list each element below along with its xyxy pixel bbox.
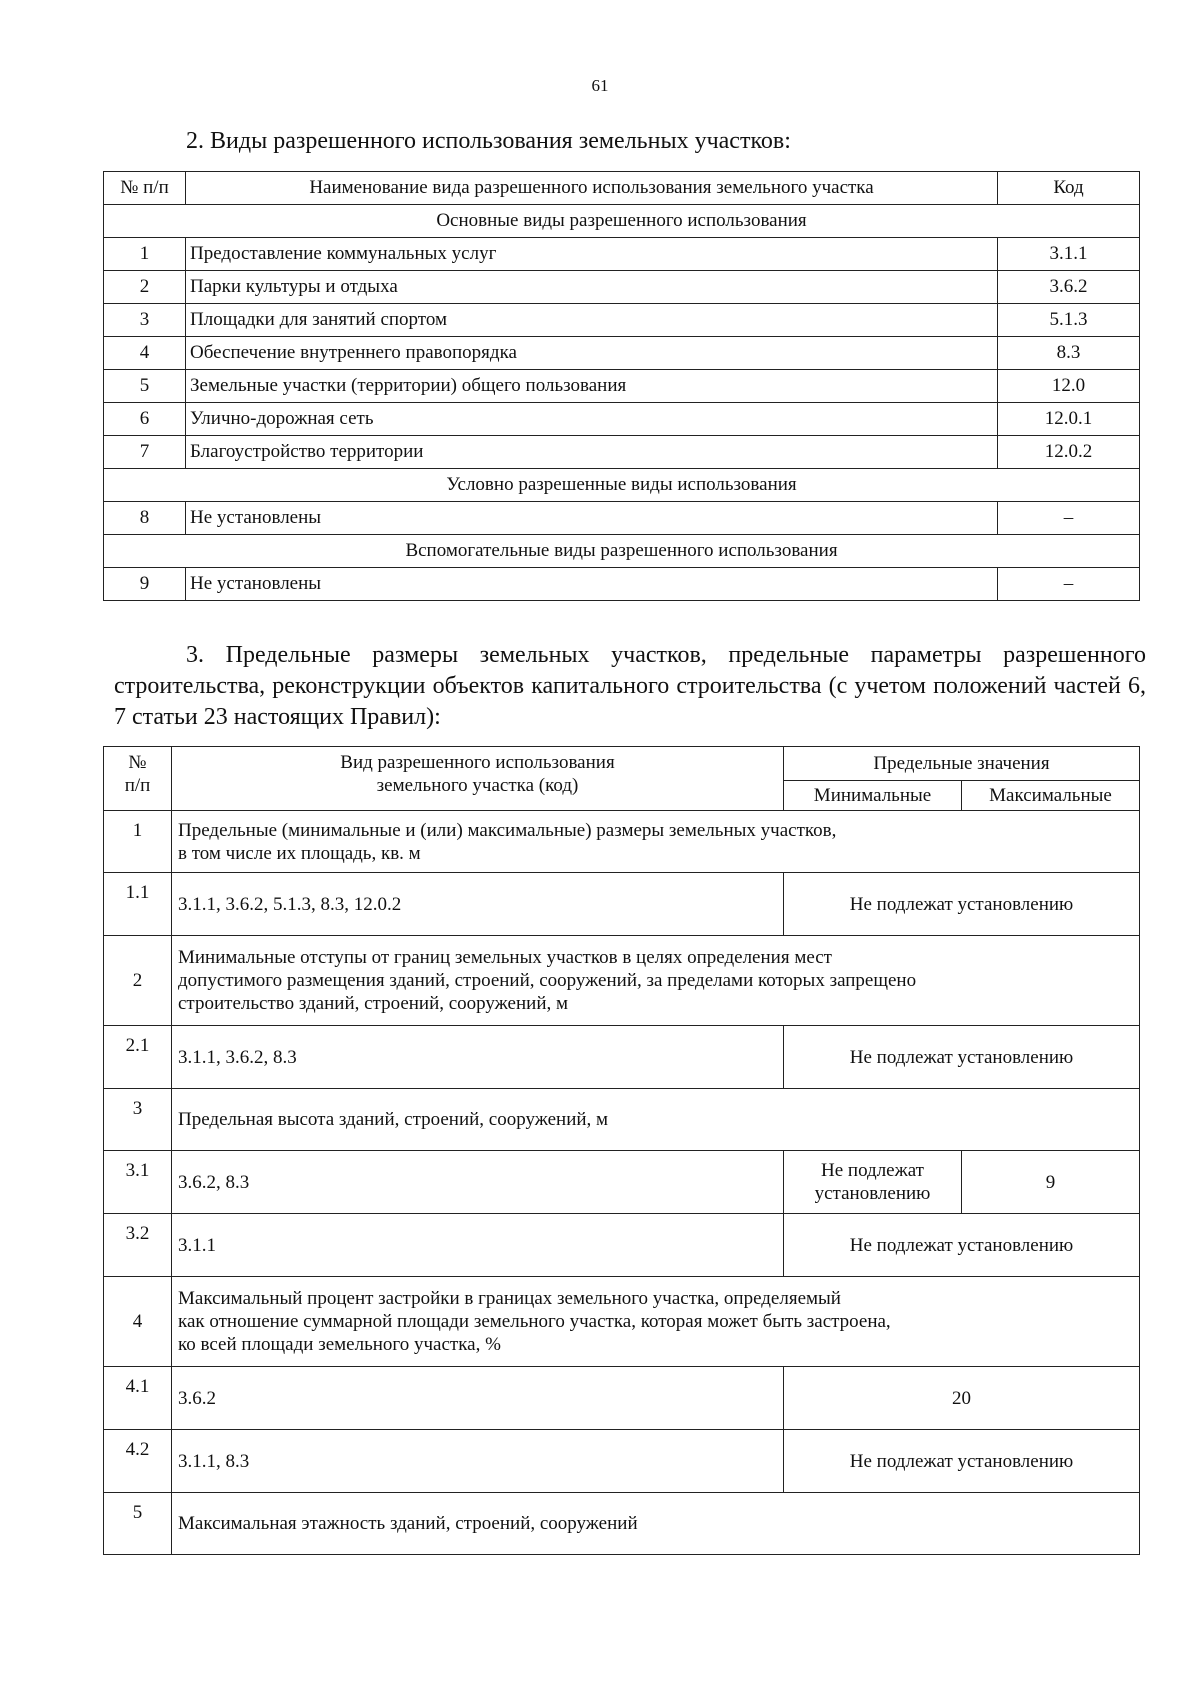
row-name: Земельные участки (территории) общего пользования <box>186 370 998 403</box>
row-number: 1 <box>104 811 172 873</box>
table-row <box>104 271 1140 304</box>
row-codes: 3.1.1, 3.6.2, 5.1.3, 8.3, 12.0.2 <box>172 873 784 936</box>
header-use-type-line: земельного участка (код) <box>376 775 579 796</box>
table-row <box>104 1026 1140 1089</box>
row-value: Не подлежат установлению <box>784 1430 1140 1493</box>
row-name: Не установлены <box>186 568 998 601</box>
row-description-line: Максимальная этажность зданий, строений, сооружений <box>178 1513 638 1534</box>
row-code: 12.0 <box>998 370 1140 403</box>
row-codes: 3.1.1 <box>172 1214 784 1277</box>
row-name: Благоустройство территории <box>186 436 998 469</box>
row-description-line: Максимальный процент застройки в границах земельного участка, определяемый <box>178 1288 841 1309</box>
table-row <box>104 304 1140 337</box>
row-number: 3.1 <box>104 1151 172 1214</box>
limit-parameters-table <box>103 746 1140 1555</box>
row-name: Площадки для занятий спортом <box>186 304 998 337</box>
row-number: 3 <box>104 304 186 337</box>
row-codes: 3.6.2 <box>172 1367 784 1430</box>
table-row <box>104 1214 1140 1277</box>
row-description-line: Предельная высота зданий, строений, сооружений, м <box>178 1109 609 1130</box>
row-code: 3.6.2 <box>998 271 1140 304</box>
row-minimum-line: установлению <box>814 1183 931 1204</box>
row-code: 5.1.3 <box>998 304 1140 337</box>
section-3-paragraph: 3. Предельные размеры земельных участков, предельные параметры разрешенного строительства, реконструкции объектов капитального строительства (с учетом положений частей 6, 7 статьи 23 настоящих Правил): <box>114 642 1146 730</box>
header-number <box>104 747 172 811</box>
row-number: 9 <box>104 568 186 601</box>
row-description-line: Предельные (минимальные и (или) максимальные) размеры земельных участков, <box>178 819 837 841</box>
table-row <box>104 238 1140 271</box>
row-code: 3.1.1 <box>998 238 1140 271</box>
group-title: Условно разрешенные виды использования <box>104 469 1140 502</box>
row-number: 5 <box>104 370 186 403</box>
row-codes: 3.1.1, 8.3 <box>172 1430 784 1493</box>
row-number: 4 <box>104 1277 172 1367</box>
header-code: Код <box>998 172 1140 205</box>
table-row <box>104 370 1140 403</box>
header-number: № п/п <box>104 172 186 205</box>
row-number: 5 <box>104 1493 172 1555</box>
row-description-line: строительство зданий, строений, сооружений, м <box>178 993 569 1014</box>
row-description <box>172 1089 1140 1151</box>
row-maximum: 9 <box>962 1151 1140 1214</box>
header-limit-values: Предельные значения <box>784 747 1140 781</box>
header-number-line: № <box>128 752 147 773</box>
table-row <box>104 568 1140 601</box>
header-use-type <box>172 747 784 811</box>
group-title: Основные виды разрешенного использования <box>104 205 1140 238</box>
row-code: – <box>998 502 1140 535</box>
row-number: 7 <box>104 436 186 469</box>
row-description-line: ко всей площади земельного участка, % <box>178 1334 501 1355</box>
row-number: 4.1 <box>104 1367 172 1430</box>
row-description-line: Минимальные отступы от границ земельных участков в целях определения мест <box>178 947 832 968</box>
group-row-main <box>104 205 1140 238</box>
table-row <box>104 436 1140 469</box>
row-name: Парки культуры и отдыха <box>186 271 998 304</box>
row-number: 8 <box>104 502 186 535</box>
row-description-line: в том числе их площадь, кв. м <box>178 842 421 864</box>
row-value: Не подлежат установлению <box>784 873 1140 936</box>
table-row <box>104 1430 1140 1493</box>
row-value: Не подлежат установлению <box>784 1214 1140 1277</box>
row-number: 1 <box>104 238 186 271</box>
row-number: 2 <box>104 936 172 1026</box>
header-maximum: Максимальные <box>962 781 1140 811</box>
row-description-line: допустимого размещения зданий, строений, сооружений, за пределами которых запрещено <box>178 970 917 991</box>
row-code: – <box>998 568 1140 601</box>
row-number: 1.1 <box>104 873 172 936</box>
table-row <box>104 873 1140 936</box>
row-codes: 3.6.2, 8.3 <box>172 1151 784 1214</box>
header-number-line: п/п <box>124 775 151 796</box>
header-use-type-line: Вид разрешенного использования <box>340 752 615 773</box>
table-row <box>104 403 1140 436</box>
header-minimum: Минимальные <box>784 781 962 811</box>
table-row <box>104 502 1140 535</box>
row-description-line: как отношение суммарной площади земельного участка, которая может быть застроена, <box>178 1311 891 1332</box>
section-2-title: 2. Виды разрешенного использования земельных участков: <box>186 128 791 154</box>
table-row <box>104 337 1140 370</box>
row-codes: 3.1.1, 3.6.2, 8.3 <box>172 1026 784 1089</box>
table-row <box>104 1493 1140 1555</box>
row-number: 3 <box>104 1089 172 1151</box>
row-minimum-line: Не подлежат <box>821 1160 924 1181</box>
row-code: 8.3 <box>998 337 1140 370</box>
table-row <box>104 1089 1140 1151</box>
group-row-auxiliary <box>104 535 1140 568</box>
table-row <box>104 936 1140 1026</box>
group-row-conditional <box>104 469 1140 502</box>
row-description <box>172 936 1140 1026</box>
row-value: 20 <box>784 1367 1140 1430</box>
table-header-row <box>104 172 1140 205</box>
row-name: Не установлены <box>186 502 998 535</box>
table-row <box>104 1367 1140 1430</box>
header-name: Наименование вида разрешенного использования земельного участка <box>186 172 998 205</box>
row-value: Не подлежат установлению <box>784 1026 1140 1089</box>
row-number: 4 <box>104 337 186 370</box>
table-row <box>104 811 1140 873</box>
row-number: 2.1 <box>104 1026 172 1089</box>
table-header-row <box>104 747 1140 781</box>
row-number: 2 <box>104 271 186 304</box>
group-title: Вспомогательные виды разрешенного использования <box>104 535 1140 568</box>
row-name: Обеспечение внутреннего правопорядка <box>186 337 998 370</box>
row-number: 6 <box>104 403 186 436</box>
row-name: Улично-дорожная сеть <box>186 403 998 436</box>
table-row <box>104 1277 1140 1367</box>
row-description <box>172 1277 1140 1367</box>
table-row <box>104 1151 1140 1214</box>
page-number: 61 <box>591 76 609 95</box>
row-code: 12.0.2 <box>998 436 1140 469</box>
row-minimum <box>784 1151 962 1214</box>
row-description <box>172 1493 1140 1555</box>
row-number: 3.2 <box>104 1214 172 1277</box>
row-description <box>172 811 1140 873</box>
row-name: Предоставление коммунальных услуг <box>186 238 998 271</box>
row-number: 4.2 <box>104 1430 172 1493</box>
row-code: 12.0.1 <box>998 403 1140 436</box>
permitted-uses-table <box>103 171 1140 601</box>
